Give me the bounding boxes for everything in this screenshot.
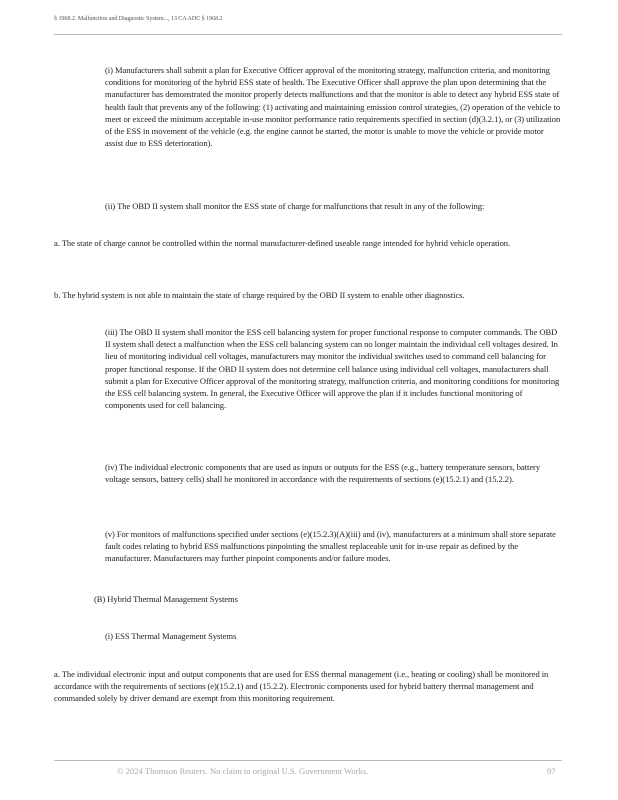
paragraph-state-of-health-plan: (i) Manufacturers shall submit a plan for Executive Officer approval of the monitoring strategy, malfunction criteria, and monitoring conditions for monitoring of the hybrid ESS state of health. The Executive Officer shall approve the plan upon determining that the manufacturer has demonstrated the monitor properly detects malfunctions and that the monitor is able to detect any hybrid ESS state of health fault that prevents any of the following: (1) activating and maintaining emission control strategies, (2) operation of the vehicle to meet or exceed the minimum acceptable in-use monitor performance ratio requirements specified in section (d)(3.2.1), or (3) utilization of the ESS in movement of the vehicle (e.g. the engine cannot be started, the motor is unable to move the vehicle or provide motor assist due to ESS deterioration). xyxy=(105,65,561,149)
heading-ess-thermal: (i) ESS Thermal Management Systems xyxy=(105,631,237,641)
running-header: § 1968.2. Malfunction and Diagnostic System..., 13 CA ADC § 1968.2 xyxy=(54,15,223,22)
paragraph-item-a-charge-range: a. The state of charge cannot be controlled within the normal manufacturer-defined useable range intended for hybrid vehicle operation. xyxy=(54,238,511,248)
paragraph-fault-codes: (v) For monitors of malfunctions specified under sections (e)(15.2.3)(A)(iii) and (iv), manufacturers at a minimum shall store separate fault codes relating to hybrid ESS malfunctions pinpointing the smallest replaceable unit for in-use repair as defined by the manufacturer. Manufacturers may further pinpoint components and/or failure modes. xyxy=(105,529,556,564)
paragraph-thermal-components: a. The individual electronic input and output components that are used for ESS thermal management (i.e., heating or cooling) shall be monitored in accordance with the requirements of sections (e)(15.2.1) and (15.2.2). Electronic components used for hybrid battery thermal management and commanded solely by driver demand are exempt from this monitoring requirement. xyxy=(54,669,549,704)
page-number: 97 xyxy=(547,766,556,776)
paragraph-electronic-components: (iv) The individual electronic components that are used as inputs or outputs for the ESS (e.g., battery temperature sensors, battery voltage sensors, battery cells) shall be monitored in accordance with the requirements of sections (e)(15.2.1) and (15.2.2). xyxy=(105,462,541,485)
footer-copyright: © 2024 Thomson Reuters. No claim to original U.S. Government Works. xyxy=(117,766,369,776)
paragraph-state-of-charge: (ii) The OBD II system shall monitor the ESS state of charge for malfunctions that result in any of the following: xyxy=(105,201,485,211)
heading-thermal-management: (B) Hybrid Thermal Management Systems xyxy=(94,594,238,604)
header-divider xyxy=(54,34,562,35)
paragraph-cell-balancing: (iii) The OBD II system shall monitor the ESS cell balancing system for proper functional response to computer commands. The OBD II system shall detect a malfunction when the ESS cell balancing system can no longer maintain the individual cell voltages desired. In lieu of monitoring individual cell voltages, manufacturers may monitor the individual switches used to command cell balancing for proper functional response. If the OBD II system does not determine cell balance using individual cell voltages, manufacturers shall submit a plan for Executive Officer approval of the monitoring strategy, malfunction criteria, and monitoring conditions for monitoring the ESS cell balancing system. In general, the Executive Officer will approve the plan if it includes functional monitoring of components used for cell balancing. xyxy=(105,327,560,411)
footer-divider xyxy=(54,760,562,761)
paragraph-item-b-charge-maintain: b. The hybrid system is not able to maintain the state of charge required by the OBD II system to enable other diagnostics. xyxy=(54,290,465,300)
